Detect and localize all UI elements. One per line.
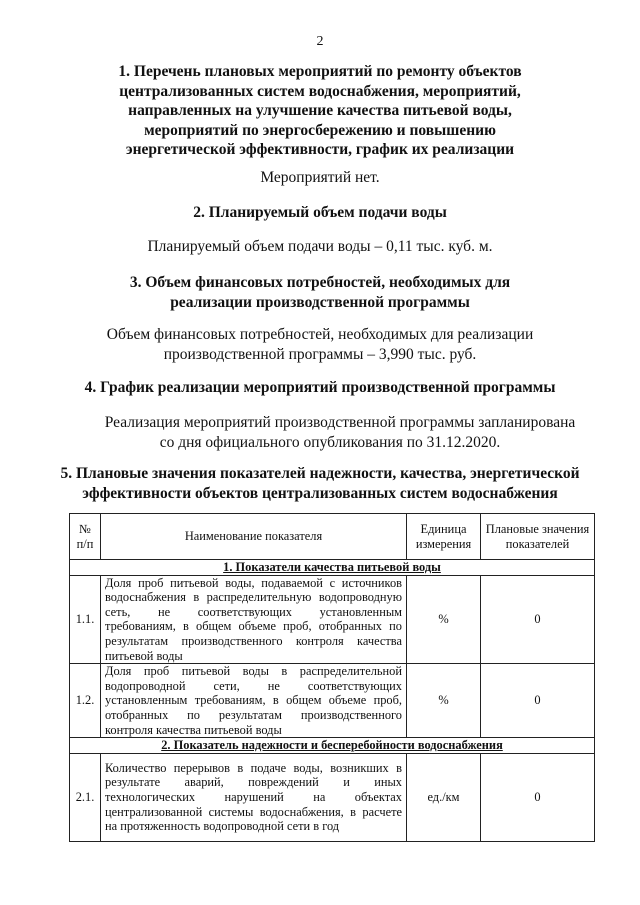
- section4-title: 4. График реализации мероприятий производственной программы: [84, 379, 556, 396]
- section2-title: 2. Планируемый объем подачи воды: [193, 204, 447, 221]
- row-name: Доля проб питьевой воды в распределительной водопроводной сети, не соответствующих установленным требованиям, в общем объеме проб, отобранных по результатам производственного контроля качества питьевой воды: [101, 664, 407, 738]
- row-name: Количество перерывов в подаче воды, возникших в результате аварий, повреждений и иных технологических нарушений на объектах централизованной системы водоснабжения, в расчете на протяженность водопроводной сети в год: [101, 753, 407, 841]
- header-unit: Единица измерения: [407, 514, 481, 560]
- section1-title: 1. Перечень плановых мероприятий по ремонту объектов централизованных систем водоснабжения, мероприятий, направленных на улучшение качества питьевой воды, мероприятий по энергосбережению и повышению энергетической эффективности, график их реализации: [118, 63, 522, 158]
- row-value: 0: [481, 575, 595, 664]
- group1-title: 1. Показатели качества питьевой воды: [70, 560, 595, 576]
- header-num: № п/п: [70, 514, 101, 560]
- table-group-row: [70, 738, 595, 754]
- table-row: [70, 753, 595, 841]
- section4-text: Реализация мероприятий производственной программы запланирована со дня официального опубликования по 31.12.2020.: [104, 414, 576, 451]
- section5-title: 5. Плановые значения показателей надежности, качества, энергетической эффективности объектов централизованных систем водоснабжения: [60, 465, 580, 502]
- row-unit: ед./км: [407, 753, 481, 841]
- section3-title: 3. Объем финансовых потребностей, необходимых для реализации производственной программы: [129, 274, 511, 311]
- row-unit: %: [407, 664, 481, 738]
- indicators-table: [69, 513, 595, 842]
- table-header-row: [70, 514, 595, 560]
- row-value: 0: [481, 753, 595, 841]
- row-unit: %: [407, 575, 481, 664]
- section1-text: Мероприятий нет.: [260, 169, 380, 186]
- group2-title: 2. Показатель надежности и бесперебойности водоснабжения: [70, 738, 595, 754]
- section2-text: Планируемый объем подачи воды – 0,11 тыс. куб. м.: [147, 238, 493, 255]
- row-num: 1.2.: [70, 664, 101, 738]
- row-num: 2.1.: [70, 753, 101, 841]
- page-number: 2: [316, 34, 324, 49]
- table-group-row: [70, 560, 595, 576]
- row-name: Доля проб питьевой воды, подаваемой с источников водоснабжения в распределительную водопроводную сеть, не соответствующих установленным требованиям, в общем объеме проб, отобранных по результатам производственного контроля качества питьевой воды: [101, 575, 407, 664]
- header-value: Плановые значения показателей: [481, 514, 595, 560]
- row-num: 1.1.: [70, 575, 101, 664]
- table-row: [70, 664, 595, 738]
- row-value: 0: [481, 664, 595, 738]
- header-name: Наименование показателя: [101, 514, 407, 560]
- table-row: [70, 575, 595, 664]
- section3-text: Объем финансовых потребностей, необходимых для реализации производственной программы – 3,990 тыс. руб.: [106, 326, 534, 363]
